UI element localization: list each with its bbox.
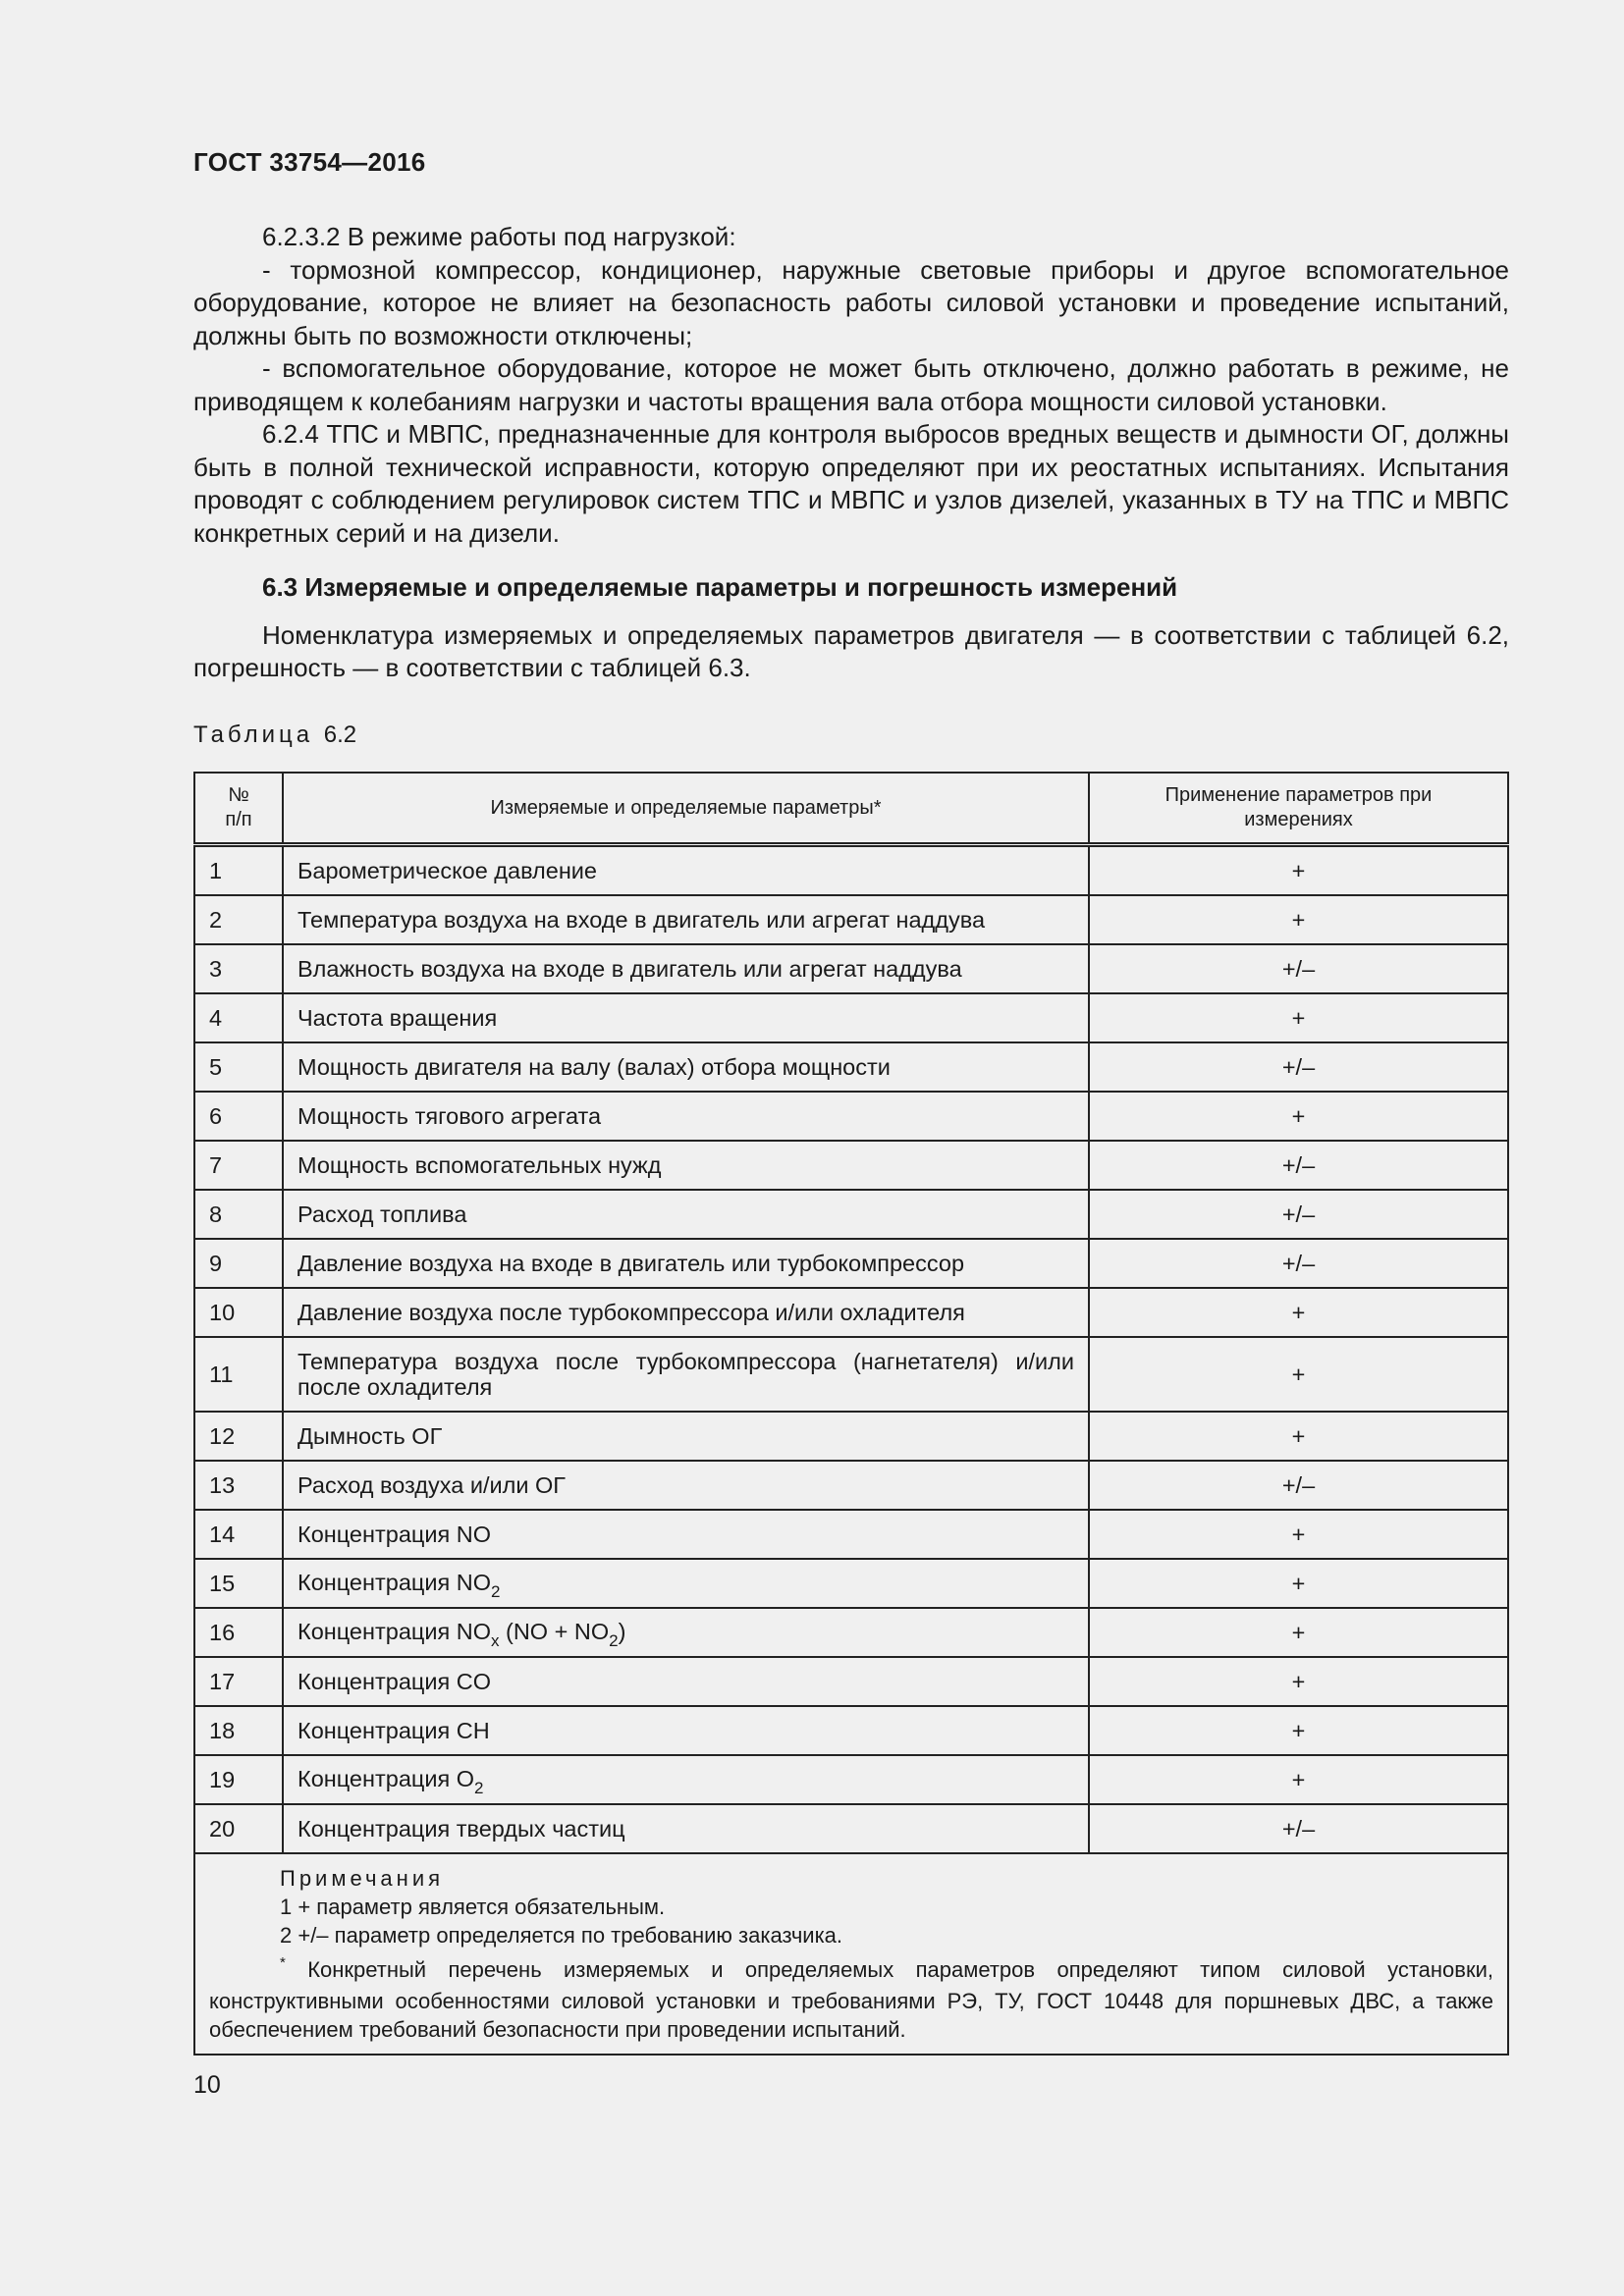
cell-apply: + (1089, 1755, 1508, 1804)
cell-num: 11 (194, 1337, 283, 1412)
cell-num: 10 (194, 1288, 283, 1337)
param-text: Концентрация O (298, 1765, 475, 1791)
cell-num: 3 (194, 944, 283, 993)
cell-param: Частота вращения (283, 993, 1089, 1042)
cell-apply: + (1089, 1337, 1508, 1412)
table-row (194, 1337, 1508, 1412)
footnote-text: Конкретный перечень измеряемых и определяемых параметров определяют типом силовой установки, конструктивными особенностями силовой установки и требованиями РЭ, ТУ, ГОСТ 10448 для поршневых ДВС, а также обеспечением требований безопасности при проведении испытаний. (209, 1957, 1493, 2042)
table-caption (193, 721, 356, 749)
table-row (194, 1608, 1508, 1657)
table-row (194, 1092, 1508, 1141)
cell-param (283, 1608, 1089, 1657)
cell-param: Температура воздуха после турбокомпрессора (нагнетателя) и/или после охладителя (283, 1337, 1089, 1412)
header-apply-label: Применение параметров при измерениях (1164, 784, 1433, 830)
param-text: Концентрация NO (298, 1618, 491, 1644)
param-text: (NO + NO (499, 1618, 610, 1644)
table-row (194, 1706, 1508, 1755)
cell-param: Мощность вспомогательных нужд (283, 1141, 1089, 1190)
cell-apply: + (1089, 1288, 1508, 1337)
cell-param: Концентрация твердых частиц (283, 1804, 1089, 1853)
cell-apply: + (1089, 1559, 1508, 1608)
cell-num: 17 (194, 1657, 283, 1706)
table-notes (194, 1853, 1508, 2055)
cell-num: 7 (194, 1141, 283, 1190)
param-text: ) (618, 1618, 626, 1644)
cell-param: Давление воздуха на входе в двигатель или турбокомпрессор (283, 1239, 1089, 1288)
note-1: 1 + параметр является обязательным. (280, 1895, 666, 1919)
cell-param (283, 1755, 1089, 1804)
paragraph: 6.2.3.2 В режиме работы под нагрузкой: (262, 222, 736, 251)
cell-param: Концентрация CO (283, 1657, 1089, 1706)
header-apply (1089, 773, 1508, 845)
table-row (194, 1755, 1508, 1804)
table-row (194, 1042, 1508, 1092)
header-param: Измеряемые и определяемые параметры* (283, 773, 1089, 845)
table-header-row (194, 773, 1508, 845)
cell-param: Концентрация NO (283, 1510, 1089, 1559)
cell-param: Мощность двигателя на валу (валах) отбора мощности (283, 1042, 1089, 1092)
cell-num: 4 (194, 993, 283, 1042)
table-row (194, 1239, 1508, 1288)
param-text: Концентрация NO (298, 1569, 491, 1595)
paragraph: - тормозной компрессор, кондиционер, наружные световые приборы и другое вспомогательное оборудование, которое не влияет на безопасность работы силовой установки и проведение испытаний, должны быть по возможности отключены; (193, 254, 1509, 350)
table-row (194, 845, 1508, 896)
cell-apply: + (1089, 1608, 1508, 1657)
table-row (194, 1461, 1508, 1510)
cell-param: Влажность воздуха на входе в двигатель или агрегат наддува (283, 944, 1089, 993)
section-title: 6.3 Измеряемые и определяемые параметры и погрешность измерений (262, 572, 1178, 602)
cell-num: 6 (194, 1092, 283, 1141)
page-number: 10 (193, 2071, 221, 2099)
table-row (194, 1657, 1508, 1706)
table-row (194, 993, 1508, 1042)
cell-param (283, 1559, 1089, 1608)
cell-apply: +/– (1089, 1042, 1508, 1092)
cell-param: Температура воздуха на входе в двигатель или агрегат наддува (283, 895, 1089, 944)
parameters-table (193, 772, 1509, 2056)
cell-num: 13 (194, 1461, 283, 1510)
cell-num: 15 (194, 1559, 283, 1608)
paragraph: 6.2.4 ТПС и МВПС, предназначенные для контроля выбросов вредных веществ и дымности ОГ, должны быть в полной технической исправности, которую определяют при их реостатных испытаниях. Испытания проводят с соблюдением регулировок систем ТПС и МВПС и узлов дизелей, указанных в ТУ на ТПС и МВПС конкретных серий и на дизели. (193, 419, 1509, 548)
cell-param: Барометрическое давление (283, 845, 1089, 896)
cell-num: 1 (194, 845, 283, 896)
notes-title: Примечания (280, 1866, 445, 1891)
cell-num: 12 (194, 1412, 283, 1461)
cell-apply: + (1089, 1657, 1508, 1706)
table-row (194, 1412, 1508, 1461)
cell-param: Мощность тягового агрегата (283, 1092, 1089, 1141)
cell-param: Концентрация CH (283, 1706, 1089, 1755)
table-caption-word: Таблица (193, 721, 314, 748)
cell-apply: +/– (1089, 1804, 1508, 1853)
body-text (193, 221, 1509, 685)
table-row (194, 944, 1508, 993)
table-caption-number: 6.2 (323, 721, 357, 748)
paragraph: Номенклатура измеряемых и определяемых параметров двигателя — в соответствии с таблицей 6.2, погрешность — в соответствии с таблицей 6.3. (193, 619, 1509, 682)
cell-num: 18 (194, 1706, 283, 1755)
table-row (194, 1190, 1508, 1239)
subscript: 2 (609, 1630, 619, 1650)
cell-num: 9 (194, 1239, 283, 1288)
cell-num: 20 (194, 1804, 283, 1853)
cell-apply: + (1089, 1412, 1508, 1461)
footnote-mark: * (280, 1954, 286, 1971)
subscript: x (490, 1630, 500, 1650)
table-row (194, 1141, 1508, 1190)
cell-param: Давление воздуха после турбокомпрессора и/или охладителя (283, 1288, 1089, 1337)
cell-param: Дымность ОГ (283, 1412, 1089, 1461)
document-header: ГОСТ 33754—2016 (193, 147, 426, 177)
cell-num: 2 (194, 895, 283, 944)
cell-apply: + (1089, 1510, 1508, 1559)
cell-apply: +/– (1089, 944, 1508, 993)
header-num-label: № п/п (225, 784, 252, 830)
subscript: 2 (490, 1581, 501, 1601)
cell-num: 19 (194, 1755, 283, 1804)
cell-apply: + (1089, 1706, 1508, 1755)
cell-apply: +/– (1089, 1461, 1508, 1510)
header-num (194, 773, 283, 845)
note-2: 2 +/– параметр определяется по требованию заказчика. (280, 1923, 843, 1948)
cell-param: Расход топлива (283, 1190, 1089, 1239)
cell-apply: + (1089, 993, 1508, 1042)
table-row (194, 1288, 1508, 1337)
cell-num: 5 (194, 1042, 283, 1092)
table-row (194, 1804, 1508, 1853)
table-row (194, 1510, 1508, 1559)
subscript: 2 (474, 1778, 484, 1797)
cell-apply: + (1089, 1092, 1508, 1141)
cell-apply: + (1089, 895, 1508, 944)
cell-apply: + (1089, 845, 1508, 896)
table-row (194, 895, 1508, 944)
cell-num: 16 (194, 1608, 283, 1657)
cell-num: 8 (194, 1190, 283, 1239)
cell-apply: +/– (1089, 1190, 1508, 1239)
footnote (209, 1955, 1493, 2044)
cell-param: Расход воздуха и/или ОГ (283, 1461, 1089, 1510)
paragraph: - вспомогательное оборудование, которое не может быть отключено, должно работать в режиме, не приводящем к колебаниям нагрузки и частоты вращения вала отбора мощности силовой установки. (193, 353, 1509, 416)
table-row (194, 1559, 1508, 1608)
cell-apply: +/– (1089, 1239, 1508, 1288)
cell-num: 14 (194, 1510, 283, 1559)
cell-apply: +/– (1089, 1141, 1508, 1190)
table-notes-row (194, 1853, 1508, 2055)
